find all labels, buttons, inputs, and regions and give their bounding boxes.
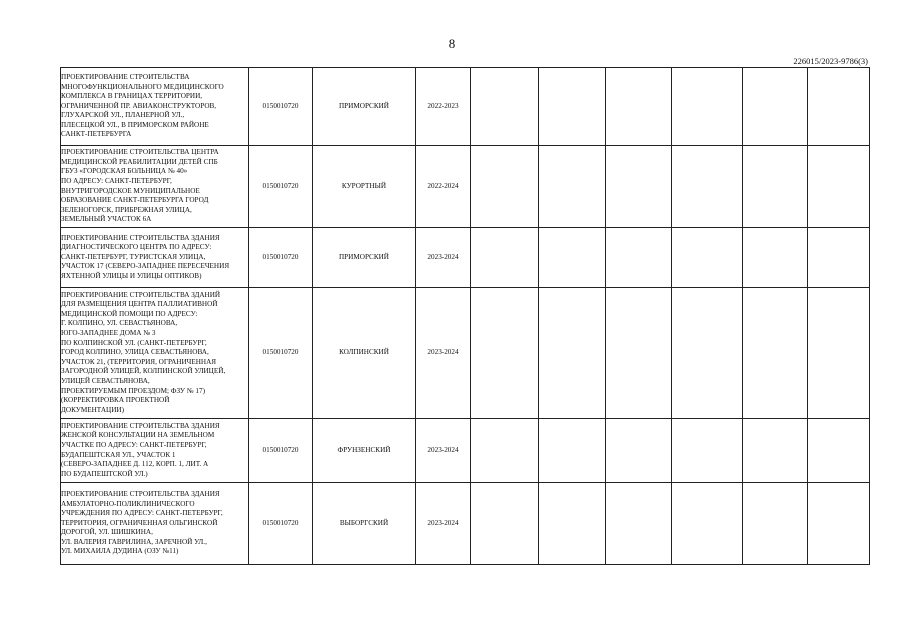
budget-code: 0150010720 bbox=[249, 483, 313, 565]
description-line: ПРОЕКТИРОВАНИЕ СТРОИТЕЛЬСТВА ЗДАНИЯ bbox=[61, 489, 220, 498]
description-line: УЛ. ВАЛЕРИЯ ГАВРИЛИНА, ЗАРЕЧНОЙ УЛ., bbox=[61, 537, 207, 546]
description-line: ПЛЕСЕЦКОЙ УЛ., В ПРИМОРСКОМ РАЙОНЕ bbox=[61, 120, 209, 129]
description-line: ОГРАНИЧЕННОЙ ПР. АВИАКОНСТРУКТОРОВ, bbox=[61, 101, 217, 110]
description-line: ГОРОД КОЛПИНО, УЛИЦА СЕВАСТЬЯНОВА, bbox=[61, 348, 209, 357]
empty-cell bbox=[743, 483, 808, 565]
table-row bbox=[61, 146, 870, 228]
description-line: ВНУТРИГОРОДСКОЕ МУНИЦИПАЛЬНОЕ bbox=[61, 186, 200, 195]
page-number: 8 bbox=[448, 36, 456, 51]
district-name: КУРОРТНЫЙ bbox=[313, 146, 416, 228]
empty-cell bbox=[471, 228, 539, 288]
description-line: (КОРРЕКТИРОВКА ПРОЕКТНОЙ bbox=[61, 396, 170, 405]
empty-cell bbox=[808, 419, 870, 483]
table-row bbox=[61, 419, 870, 483]
description-line: УЧАСТОК 17 (СЕВЕРО-ЗАПАДНЕЕ ПЕРЕСЕЧЕНИЯ bbox=[61, 262, 230, 271]
empty-cell bbox=[808, 483, 870, 565]
description-line: ДИАГНОСТИЧЕСКОГО ЦЕНТРА ПО АДРЕСУ: bbox=[61, 243, 212, 252]
empty-cell bbox=[539, 68, 606, 146]
description-line: ЗЕМЕЛЬНЫЙ УЧАСТОК 6А bbox=[61, 215, 152, 224]
empty-cell bbox=[539, 146, 606, 228]
empty-cell bbox=[606, 68, 672, 146]
description-line: ЖЕНСКОЙ КОНСУЛЬТАЦИИ НА ЗЕМЕЛЬНОМ bbox=[61, 431, 215, 440]
table-row bbox=[61, 288, 870, 419]
budget-code: 0150010720 bbox=[249, 228, 313, 288]
budget-code: 0150010720 bbox=[249, 146, 313, 228]
empty-cell bbox=[743, 419, 808, 483]
budget-code: 0150010720 bbox=[249, 68, 313, 146]
description-line: ПО БУДАПЕШТСКОЙ УЛ.) bbox=[61, 469, 148, 478]
empty-cell bbox=[471, 146, 539, 228]
empty-cell bbox=[743, 146, 808, 228]
description-line: ПРОЕКТИРОВАНИЕ СТРОИТЕЛЬСТВА ЗДАНИЯ bbox=[61, 233, 220, 242]
description-line: САНКТ-ПЕТЕРБУРГА bbox=[61, 130, 132, 139]
description-line: УЛ. МИХАИЛА ДУДИНА (ОЗУ №11) bbox=[61, 547, 179, 556]
empty-cell bbox=[672, 483, 743, 565]
project-years: 2023-2024 bbox=[416, 228, 471, 288]
description-line: БУДАПЕШТСКАЯ УЛ., УЧАСТОК 1 bbox=[61, 450, 176, 459]
project-description bbox=[61, 483, 249, 565]
empty-cell bbox=[808, 68, 870, 146]
description-line: ДОКУМЕНТАЦИИ) bbox=[61, 405, 124, 414]
description-line: МНОГОФУНКЦИОНАЛЬНОГО МЕДИЦИНСКОГО bbox=[61, 82, 224, 91]
empty-cell bbox=[808, 288, 870, 419]
description-line: УЛИЦЕЙ СЕВАСТЬЯНОВА, bbox=[61, 376, 150, 385]
empty-cell bbox=[471, 288, 539, 419]
empty-cell bbox=[672, 228, 743, 288]
project-years: 2023-2024 bbox=[416, 483, 471, 565]
project-years: 2022-2024 bbox=[416, 146, 471, 228]
empty-cell bbox=[606, 146, 672, 228]
empty-cell bbox=[606, 483, 672, 565]
project-description bbox=[61, 146, 249, 228]
empty-cell bbox=[471, 419, 539, 483]
description-line: ТЕРРИТОРИЯ, ОГРАНИЧЕННАЯ ОЛЬГИНСКОЙ bbox=[61, 518, 218, 527]
table-row bbox=[61, 483, 870, 565]
empty-cell bbox=[743, 68, 808, 146]
project-years: 2022-2023 bbox=[416, 68, 471, 146]
description-line: Г. КОЛПИНО, УЛ. СЕВАСТЬЯНОВА, bbox=[61, 319, 178, 328]
construction-projects-table bbox=[60, 67, 870, 565]
description-line: АМБУЛАТОРНО-ПОЛИКЛИНИЧЕСКОГО bbox=[61, 499, 195, 508]
empty-cell bbox=[471, 68, 539, 146]
description-line: ЗАГОРОДНОЙ УЛИЦЕЙ, КОЛПИНСКОЙ УЛИЦЕЙ, bbox=[61, 367, 226, 376]
project-years: 2023-2024 bbox=[416, 288, 471, 419]
table-row bbox=[61, 68, 870, 146]
empty-cell bbox=[539, 228, 606, 288]
empty-cell bbox=[808, 146, 870, 228]
description-line: МЕДИЦИНСКОЙ ПОМОЩИ ПО АДРЕСУ: bbox=[61, 309, 198, 318]
description-line: САНКТ-ПЕТЕРБУРГ, ТУРИСТСКАЯ УЛИЦА, bbox=[61, 252, 206, 261]
description-line: ПРОЕКТИРОВАНИЕ СТРОИТЕЛЬСТВА ЗДАНИЙ bbox=[61, 290, 221, 299]
description-line: ПРОЕКТИРОВАНИЕ СТРОИТЕЛЬСТВА ЦЕНТРА bbox=[61, 148, 219, 157]
description-line: ПО АДРЕСУ: САНКТ-ПЕТЕРБУРГ, bbox=[61, 176, 172, 185]
budget-code: 0150010720 bbox=[249, 419, 313, 483]
empty-cell bbox=[539, 419, 606, 483]
district-name: ПРИМОРСКИЙ bbox=[313, 68, 416, 146]
empty-cell bbox=[743, 228, 808, 288]
empty-cell bbox=[606, 228, 672, 288]
project-description bbox=[61, 228, 249, 288]
empty-cell bbox=[606, 288, 672, 419]
empty-cell bbox=[672, 288, 743, 419]
description-line: ГЛУХАРСКОЙ УЛ., ПЛАНЕРНОЙ УЛ., bbox=[61, 111, 185, 120]
description-line: ЗЕЛЕНОГОРСК, ПРИБРЕЖНАЯ УЛИЦА, bbox=[61, 205, 192, 214]
description-line: ЯХТЕННОЙ УЛИЦЫ И УЛИЦЫ ОПТИКОВ) bbox=[61, 271, 202, 280]
description-line: ПО КОЛПИНСКОЙ УЛ. (САНКТ-ПЕТЕРБУРГ, bbox=[61, 338, 207, 347]
budget-code: 0150010720 bbox=[249, 288, 313, 419]
empty-cell bbox=[743, 288, 808, 419]
district-name: ПРИМОРСКИЙ bbox=[313, 228, 416, 288]
empty-cell bbox=[539, 483, 606, 565]
district-name: ФРУНЗЕНСКИЙ bbox=[313, 419, 416, 483]
description-line: МЕДИЦИНСКОЙ РЕАБИЛИТАЦИИ ДЕТЕЙ СПБ bbox=[61, 157, 218, 166]
description-line: ПРОЕКТИРОВАНИЕ СТРОИТЕЛЬСТВА ЗДАНИЯ bbox=[61, 421, 220, 430]
description-line: (СЕВЕРО-ЗАПАДНЕЕ Д. 112, КОРП. 1, ЛИТ. А bbox=[61, 460, 209, 469]
district-name: ВЫБОРГСКИЙ bbox=[313, 483, 416, 565]
description-line: ПРОЕКТИРУЕМЫМ ПРОЕЗДОМ; ФЗУ № 17) bbox=[61, 386, 205, 395]
empty-cell bbox=[672, 68, 743, 146]
description-line: ГБУЗ «ГОРОДСКАЯ БОЛЬНИЦА № 40» bbox=[61, 167, 188, 176]
description-line: УЧАСТОК 21, (ТЕРРИТОРИЯ, ОГРАНИЧЕННАЯ bbox=[61, 357, 217, 366]
description-line: ПРОЕКТИРОВАНИЕ СТРОИТЕЛЬСТВА bbox=[61, 72, 190, 81]
project-description bbox=[61, 68, 249, 146]
description-line: УЧРЕЖДЕНИЯ ПО АДРЕСУ: САНКТ-ПЕТЕРБУРГ, bbox=[61, 509, 223, 518]
description-line: УЧАСТКЕ ПО АДРЕСУ: САНКТ-ПЕТЕРБУРГ, bbox=[61, 440, 207, 449]
description-line: ДЛЯ РАЗМЕЩЕНИЯ ЦЕНТРА ПАЛЛИАТИВНОЙ bbox=[61, 300, 218, 309]
description-line: ОБРАЗОВАНИЕ САНКТ-ПЕТЕРБУРГА ГОРОД bbox=[61, 196, 209, 205]
description-line: ДОРОГОЙ, УЛ. ШИШКИНА, bbox=[61, 528, 153, 537]
empty-cell bbox=[672, 146, 743, 228]
project-description bbox=[61, 419, 249, 483]
description-line: ЮГО-ЗАПАДНЕЕ ДОМА № 3 bbox=[61, 329, 156, 338]
empty-cell bbox=[471, 483, 539, 565]
project-years: 2023-2024 bbox=[416, 419, 471, 483]
empty-cell bbox=[539, 288, 606, 419]
project-description bbox=[61, 288, 249, 419]
empty-cell bbox=[808, 228, 870, 288]
district-name: КОЛПИНСКИЙ bbox=[313, 288, 416, 419]
empty-cell bbox=[606, 419, 672, 483]
table-row bbox=[61, 228, 870, 288]
description-line: КОМПЛЕКСА В ГРАНИЦАХ ТЕРРИТОРИИ, bbox=[61, 92, 203, 101]
empty-cell bbox=[672, 419, 743, 483]
document-id: 226015/2023-9786(3) bbox=[793, 56, 868, 66]
